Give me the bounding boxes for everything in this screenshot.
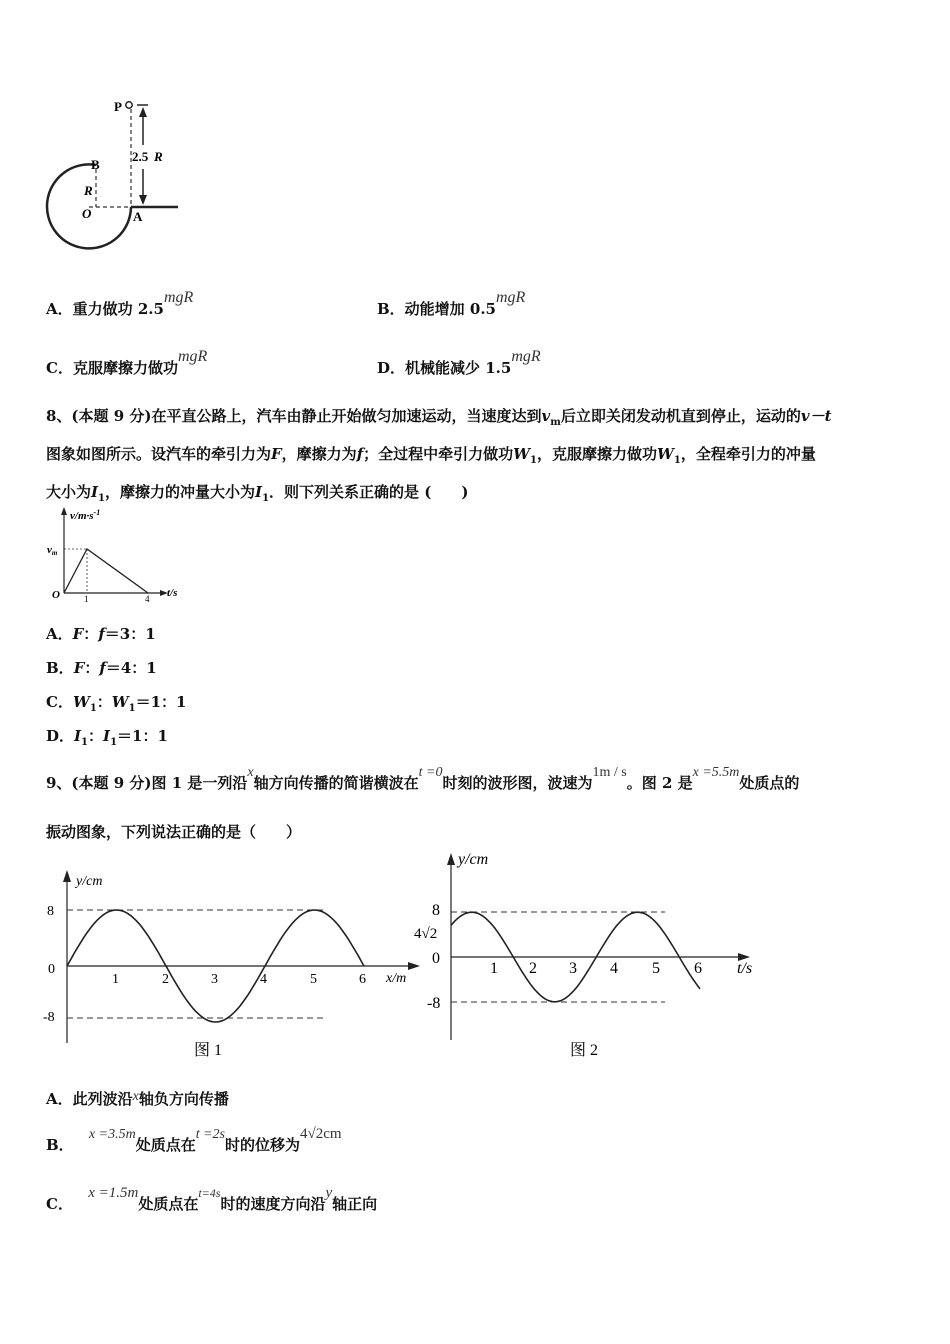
fig1-caption: 图 1 <box>194 1042 223 1059</box>
q8-option-a[interactable]: A．F：f＝3：1 <box>46 625 156 643</box>
q9-option-c[interactable]: C． x =1.5m处质点在$^{t=4s}$时的速度方向沿y轴正向 <box>46 1185 378 1213</box>
label-b: B <box>91 157 100 172</box>
q8-line-2: 图象如图所示。设汽车的牵引力为F，摩擦力为f；全过程中牵引力做功$W_1$，克服摩擦力做功$W_1$，全程牵引力的冲量 <box>46 445 816 466</box>
q7-option-a[interactable]: A．重力做功 2.5mgR <box>46 289 194 318</box>
fig1-x-1: 1 <box>112 972 119 987</box>
fig1-y8: 8 <box>47 904 54 919</box>
q9-line-2: 振动图象，下列说法正确的是（ ） <box>46 823 302 841</box>
vt-origin: O <box>52 589 60 601</box>
fig2-t-4: 4 <box>610 960 618 977</box>
fig1-x-6: 6 <box>359 972 366 987</box>
q8-option-d[interactable]: D．$I_1$：$I_1=1$：1 <box>46 727 168 748</box>
fig2-y0: 0 <box>432 950 440 967</box>
vt-line <box>64 549 148 593</box>
q9-option-a[interactable]: A．此列波沿x轴负方向传播 <box>46 1089 229 1108</box>
fig2-yn8: -8 <box>427 995 441 1012</box>
fig2-ylabel: y/cm <box>458 851 489 868</box>
fig2-caption: 图 2 <box>570 1042 599 1059</box>
q7-figure <box>40 95 190 260</box>
q7-option-d[interactable]: D．机械能减少 1.5mgR <box>377 348 541 377</box>
point-p <box>126 102 132 108</box>
fig1-x-2: 2 <box>162 972 169 987</box>
vt-graph <box>44 505 194 605</box>
label-height-r: R <box>154 149 163 164</box>
fig1-x-5: 5 <box>310 972 317 987</box>
label-o: O <box>82 206 92 221</box>
fig1-y0: 0 <box>48 962 55 977</box>
q9-option-b[interactable]: B． x =3.5m处质点在t =2s时的位移为4√2cm <box>46 1126 342 1154</box>
fig1-wave-graph <box>36 860 426 1065</box>
q9-line-1: 9、(本题 9 分)图 1 是一列沿x轴方向传播的简谐横波在t =0时刻的波形图，波速为1m / s。图 2 是x =5.5m处质点的 <box>46 765 800 792</box>
q8-line-1: 8、(本题 9 分)在平直公路上，汽车由静止开始做匀加速运动，当速度达到$v_m$后立即关闭发动机直到停止，运动的v－t <box>46 407 832 428</box>
fig1-ylabel: y/cm <box>76 874 103 889</box>
label-r: R <box>84 183 93 198</box>
vt-ylabel: $v/m\cdot s^{-1}$ <box>70 508 101 522</box>
label-height: 2.5 <box>132 149 149 164</box>
label-p: P <box>114 99 122 114</box>
fig2-vibration-graph <box>410 845 770 1065</box>
label-a: A <box>133 209 143 224</box>
q7-option-c[interactable]: C．克服摩擦力做功mgR <box>46 348 208 377</box>
q8-option-b[interactable]: B．F：f＝4：1 <box>46 659 157 677</box>
vt-vm-label: vm <box>47 544 58 557</box>
fig2-xlabel: t/s <box>737 960 753 977</box>
fig1-xlabel: x/m <box>386 971 407 986</box>
q7-option-b[interactable]: B．动能增加 0.5mgR <box>377 289 526 318</box>
fig2-t-3: 3 <box>569 960 577 977</box>
fig2-t-1: 1 <box>490 960 498 977</box>
fig2-t-2: 2 <box>529 960 537 977</box>
fig2-t-5: 5 <box>652 960 660 977</box>
vt-tick-4: 4 <box>145 594 150 604</box>
fig1-x-4: 4 <box>260 972 267 987</box>
fig2-y8: 8 <box>432 902 440 919</box>
q8-option-c[interactable]: C．$W_1$：$W_1=1$：1 <box>46 693 187 714</box>
q8-line-3: 大小为$I_1$，摩擦力的冲量大小为$I_1$．则下列关系正确的是 ( ) <box>46 483 469 504</box>
fig2-t-6: 6 <box>694 960 702 977</box>
fig1-yn8: -8 <box>43 1010 55 1025</box>
fig2-y42: 4√2 <box>414 926 438 942</box>
fig1-x-3: 3 <box>211 972 218 987</box>
vt-xlabel: t/s <box>167 587 178 599</box>
vt-tick-1: 1 <box>84 594 89 604</box>
